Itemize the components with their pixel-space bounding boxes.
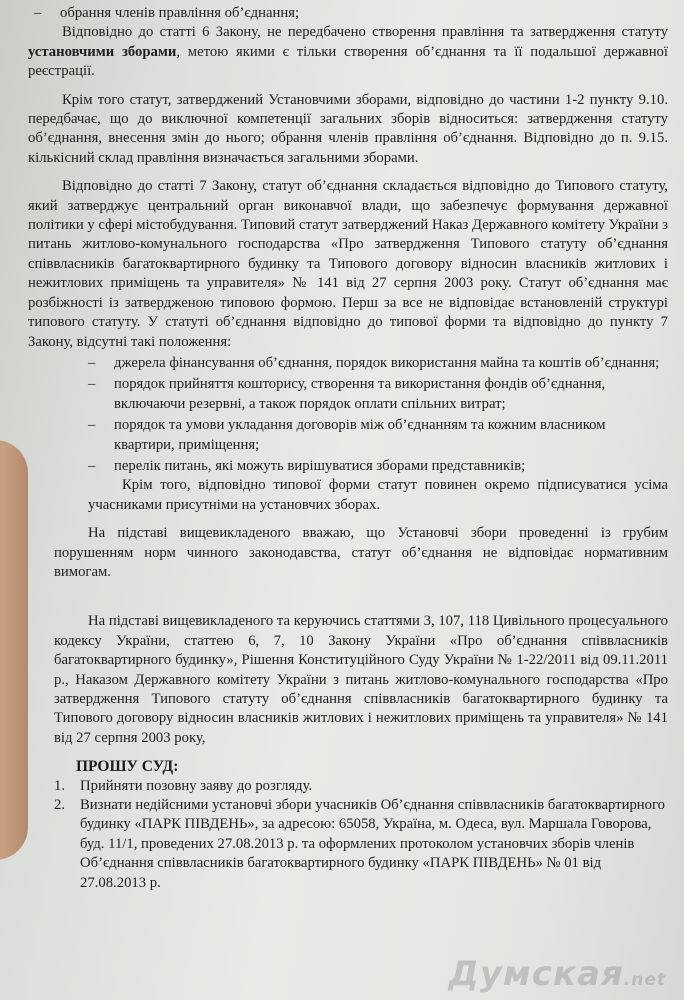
paragraph: Відповідно до статті 7 Закону, статут об’єднання складається відповідно до Типового статуту, який затверджує центральний орган виконавчої влади, що забезпечує формування державної політики у сфері містобудування. Типовий статут затверджений Наказ Державного комітету України з питань житлово-комунального господарства «Про затвердження Типового статуту об’єднання співвласників багатоквартирного будинку та Типового договору відносин власників житлових і нежитлових приміщень та управителя» № 141 від 27 серпня 2003 року. Статут об’єднання має розбіжності із затвердженою типовою формою. Перш за все не відповідає встановленій структурі типового статуту. У статуті об’єднання відповідно до типової форми та відповідно до пункту 7 Закону, відсутні такі положення: (28, 178, 668, 350)
list-item-text: порядок прийняття кошторису, створення та використання фондів об’єднання, включаючи резервні, а також порядок оплати спільних витрат; (114, 376, 606, 412)
paragraph: Крім того статут, затверджений Установчими зборами, відповідно до частини 1-2 пункту 9.10. передбачає, що до виключної компетенції загальних зборів відноситься: затвердження статуту об’єднання, внесення змін до нього; обрання членів правління об’єднання. Відповідно до п. 9.15. кількісний склад правління визначається загальними зборами. (28, 91, 668, 166)
request-item (54, 796, 668, 893)
watermark (448, 953, 666, 994)
bullet-marker: – (88, 457, 96, 474)
watermark-suffix: .net (623, 969, 666, 990)
bold-phrase: установчими зборами (28, 43, 177, 60)
list-item (88, 354, 668, 373)
list-item-text: джерела фінансування об’єднання, порядок використання майна та коштів об’єднання; (114, 354, 660, 371)
bullet-marker: – (88, 376, 96, 393)
request-number: 1. (54, 777, 66, 794)
watermark-main: Думская (448, 953, 624, 994)
list-item (88, 375, 668, 414)
request-number: 2. (54, 797, 66, 814)
request-text: Визнати недійсними установчі збори учасників Об’єднання співвласників багатоквартирного будинку «ПАРК ПІВДЕНЬ», за адресою: 65058, Україна, м. Одеса, вул. Маршала Говорова, буд. 11/1, проведених 27.08.2013 р. та оформлених протоколом установчих зборів членів Об’єднання співвласників багатоквартирного будинку «ПАРК ПІВДЕНЬ» № 01 від 27.08.2013 р. (80, 797, 665, 891)
request-text: Прийняти позовну заяву до розгляду. (80, 777, 313, 794)
paragraph: На підставі вищевикладеного та керуючись статтями 3, 107, 118 Цивільного процесуального кодексу України, статтею 6, 7, 10 Закону України «Про об’єднання співвласників багатоквартирного будинку», Рішення Конституційного Суду України № 1-22/2011 від 09.11.2011 р., Наказом Державного комітету України з питань житлово-комунального господарства «Про затвердження Типового статуту об’єднання співвласників багатоквартирного будинку та Типового договору відносин власників житлових і нежитлових приміщень та управителя» № 141 від 27 серпня 2003 року, (54, 613, 668, 746)
finger-holding-page (0, 440, 28, 860)
paragraph-text: , метою якими є тільки створення об’єднання та її подальшої державної реєстрації. (28, 43, 668, 80)
list-item-text: порядок та умови укладання договорів між об’єднанням та кожним власником квартири, приміщення; (114, 417, 606, 453)
bullet-marker: – (88, 354, 96, 371)
paragraph (28, 23, 668, 81)
document-body (28, 2, 668, 893)
paragraph-text: Відповідно до статті 6 Закону, не передбачено створення правління та затвердження статуту (62, 24, 668, 41)
list-item (88, 416, 668, 455)
list-item-text: перелік питань, які можуть вирішуватися зборами представників; (114, 457, 526, 474)
bullet-marker: – (88, 417, 96, 434)
request-item (54, 777, 668, 796)
paragraph: На підставі вищевикладеного вважаю, що Установчі збори проведенні із грубим порушенням норм чинного законодавства, статут об’єднання не відповідає нормативним вимогам. (54, 525, 668, 580)
list-item (88, 457, 668, 476)
request-heading: ПРОШУ СУД: (76, 758, 179, 776)
bullet-marker: – (34, 5, 42, 21)
list-item-text: обрання членів правління об’єднання; (60, 5, 300, 21)
paragraph: Крім того, відповідно типової форми статут повинен окремо підписуватися усіма учасниками присутніми на установчих зборах. (88, 477, 668, 513)
list-item (34, 4, 668, 23)
